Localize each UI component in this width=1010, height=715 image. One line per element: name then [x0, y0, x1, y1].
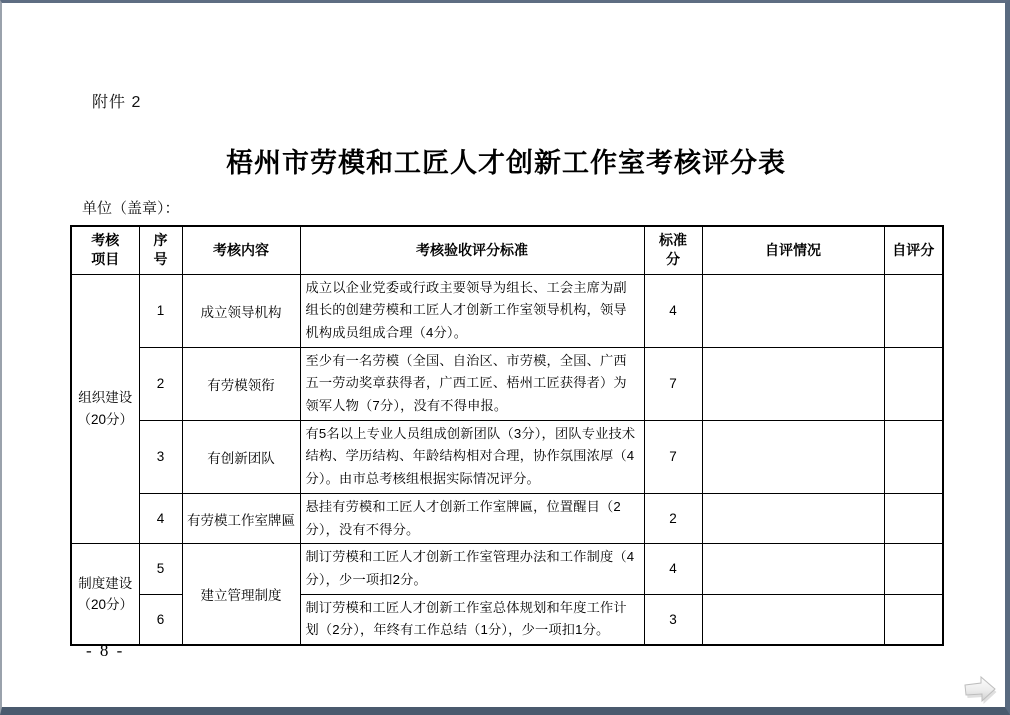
standard-score-cell: 7 — [644, 420, 702, 493]
table-row — [71, 347, 943, 420]
self-score-cell — [884, 347, 943, 420]
row-number: 5 — [139, 544, 182, 594]
self-eval-cell — [702, 274, 884, 347]
header-assessment-content: 考核内容 — [182, 226, 300, 274]
header-scoring-criteria: 考核验收评分标准 — [300, 226, 644, 274]
header-self-score: 自评分 — [884, 226, 943, 274]
assessment-content-cell: 有创新团队 — [182, 420, 300, 493]
header-self-evaluation: 自评情况 — [702, 226, 884, 274]
self-eval-cell — [702, 493, 884, 543]
table-header-row — [71, 226, 943, 274]
self-score-cell — [884, 594, 943, 645]
criteria-cell: 有5名以上专业人员组成创新团队（3分），团队专业技术结构、学历结构、年龄结构相对合理，协作氛围浓厚（4分）。由市总考核组根据实际情况评分。 — [300, 420, 644, 493]
group-organization-building: 组织建设（20分） — [71, 274, 139, 544]
assessment-content-cell: 建立管理制度 — [182, 544, 300, 645]
assessment-score-table — [70, 225, 944, 646]
header-assessment-item: 考核项目 — [71, 226, 139, 274]
criteria-cell: 悬挂有劳模和工匠人才创新工作室牌匾，位置醒目（2分），没有不得分。 — [300, 493, 644, 543]
standard-score-cell: 3 — [644, 594, 702, 645]
standard-score-cell: 4 — [644, 544, 702, 594]
header-standard-score: 标准分 — [644, 226, 702, 274]
self-score-cell — [884, 544, 943, 594]
row-number: 4 — [139, 493, 182, 543]
self-eval-cell — [702, 420, 884, 493]
table-row — [71, 420, 943, 493]
attachment-label: 附件 2 — [92, 94, 142, 111]
self-eval-cell — [702, 594, 884, 645]
criteria-cell: 制订劳模和工匠人才创新工作室总体规划和年度工作计划（2分），年终有工作总结（1分），少一项扣1分。 — [300, 594, 644, 645]
table-row — [71, 493, 943, 543]
header-serial-number: 序号 — [139, 226, 182, 274]
group-system-building: 制度建设（20分） — [71, 544, 139, 645]
standard-score-cell: 7 — [644, 347, 702, 420]
table-row — [71, 544, 943, 594]
self-score-cell — [884, 420, 943, 493]
self-score-cell — [884, 493, 943, 543]
assessment-content-cell: 有劳模领衔 — [182, 347, 300, 420]
criteria-cell: 至少有一名劳模（全国、自治区、市劳模，全国、广西五一劳动奖章获得者，广西工匠、梧州工匠获得者）为领军人物（7分），没有不得申报。 — [300, 347, 644, 420]
self-eval-cell — [702, 544, 884, 594]
standard-score-cell: 4 — [644, 274, 702, 347]
row-number: 2 — [139, 347, 182, 420]
self-eval-cell — [702, 347, 884, 420]
table-row — [71, 274, 943, 347]
self-score-cell — [884, 274, 943, 347]
criteria-cell: 成立以企业党委或行政主要领导为组长、工会主席为副组长的创建劳模和工匠人才创新工作室领导机构，领导机构成员组成合理（4分）。 — [300, 274, 644, 347]
assessment-content-cell: 成立领导机构 — [182, 274, 300, 347]
unit-seal-label: 单位（盖章）： — [82, 200, 180, 217]
next-page-arrow-icon[interactable] — [960, 673, 1000, 709]
page-number: - 8 - — [86, 641, 125, 660]
row-number: 6 — [139, 594, 182, 645]
row-number: 3 — [139, 420, 182, 493]
criteria-cell: 制订劳模和工匠人才创新工作室管理办法和工作制度（4分），少一项扣2分。 — [300, 544, 644, 594]
standard-score-cell: 2 — [644, 493, 702, 543]
page-title: 梧州市劳模和工匠人才创新工作室考核评分表 — [226, 148, 786, 178]
assessment-content-cell: 有劳模工作室牌匾 — [182, 493, 300, 543]
row-number: 1 — [139, 274, 182, 347]
